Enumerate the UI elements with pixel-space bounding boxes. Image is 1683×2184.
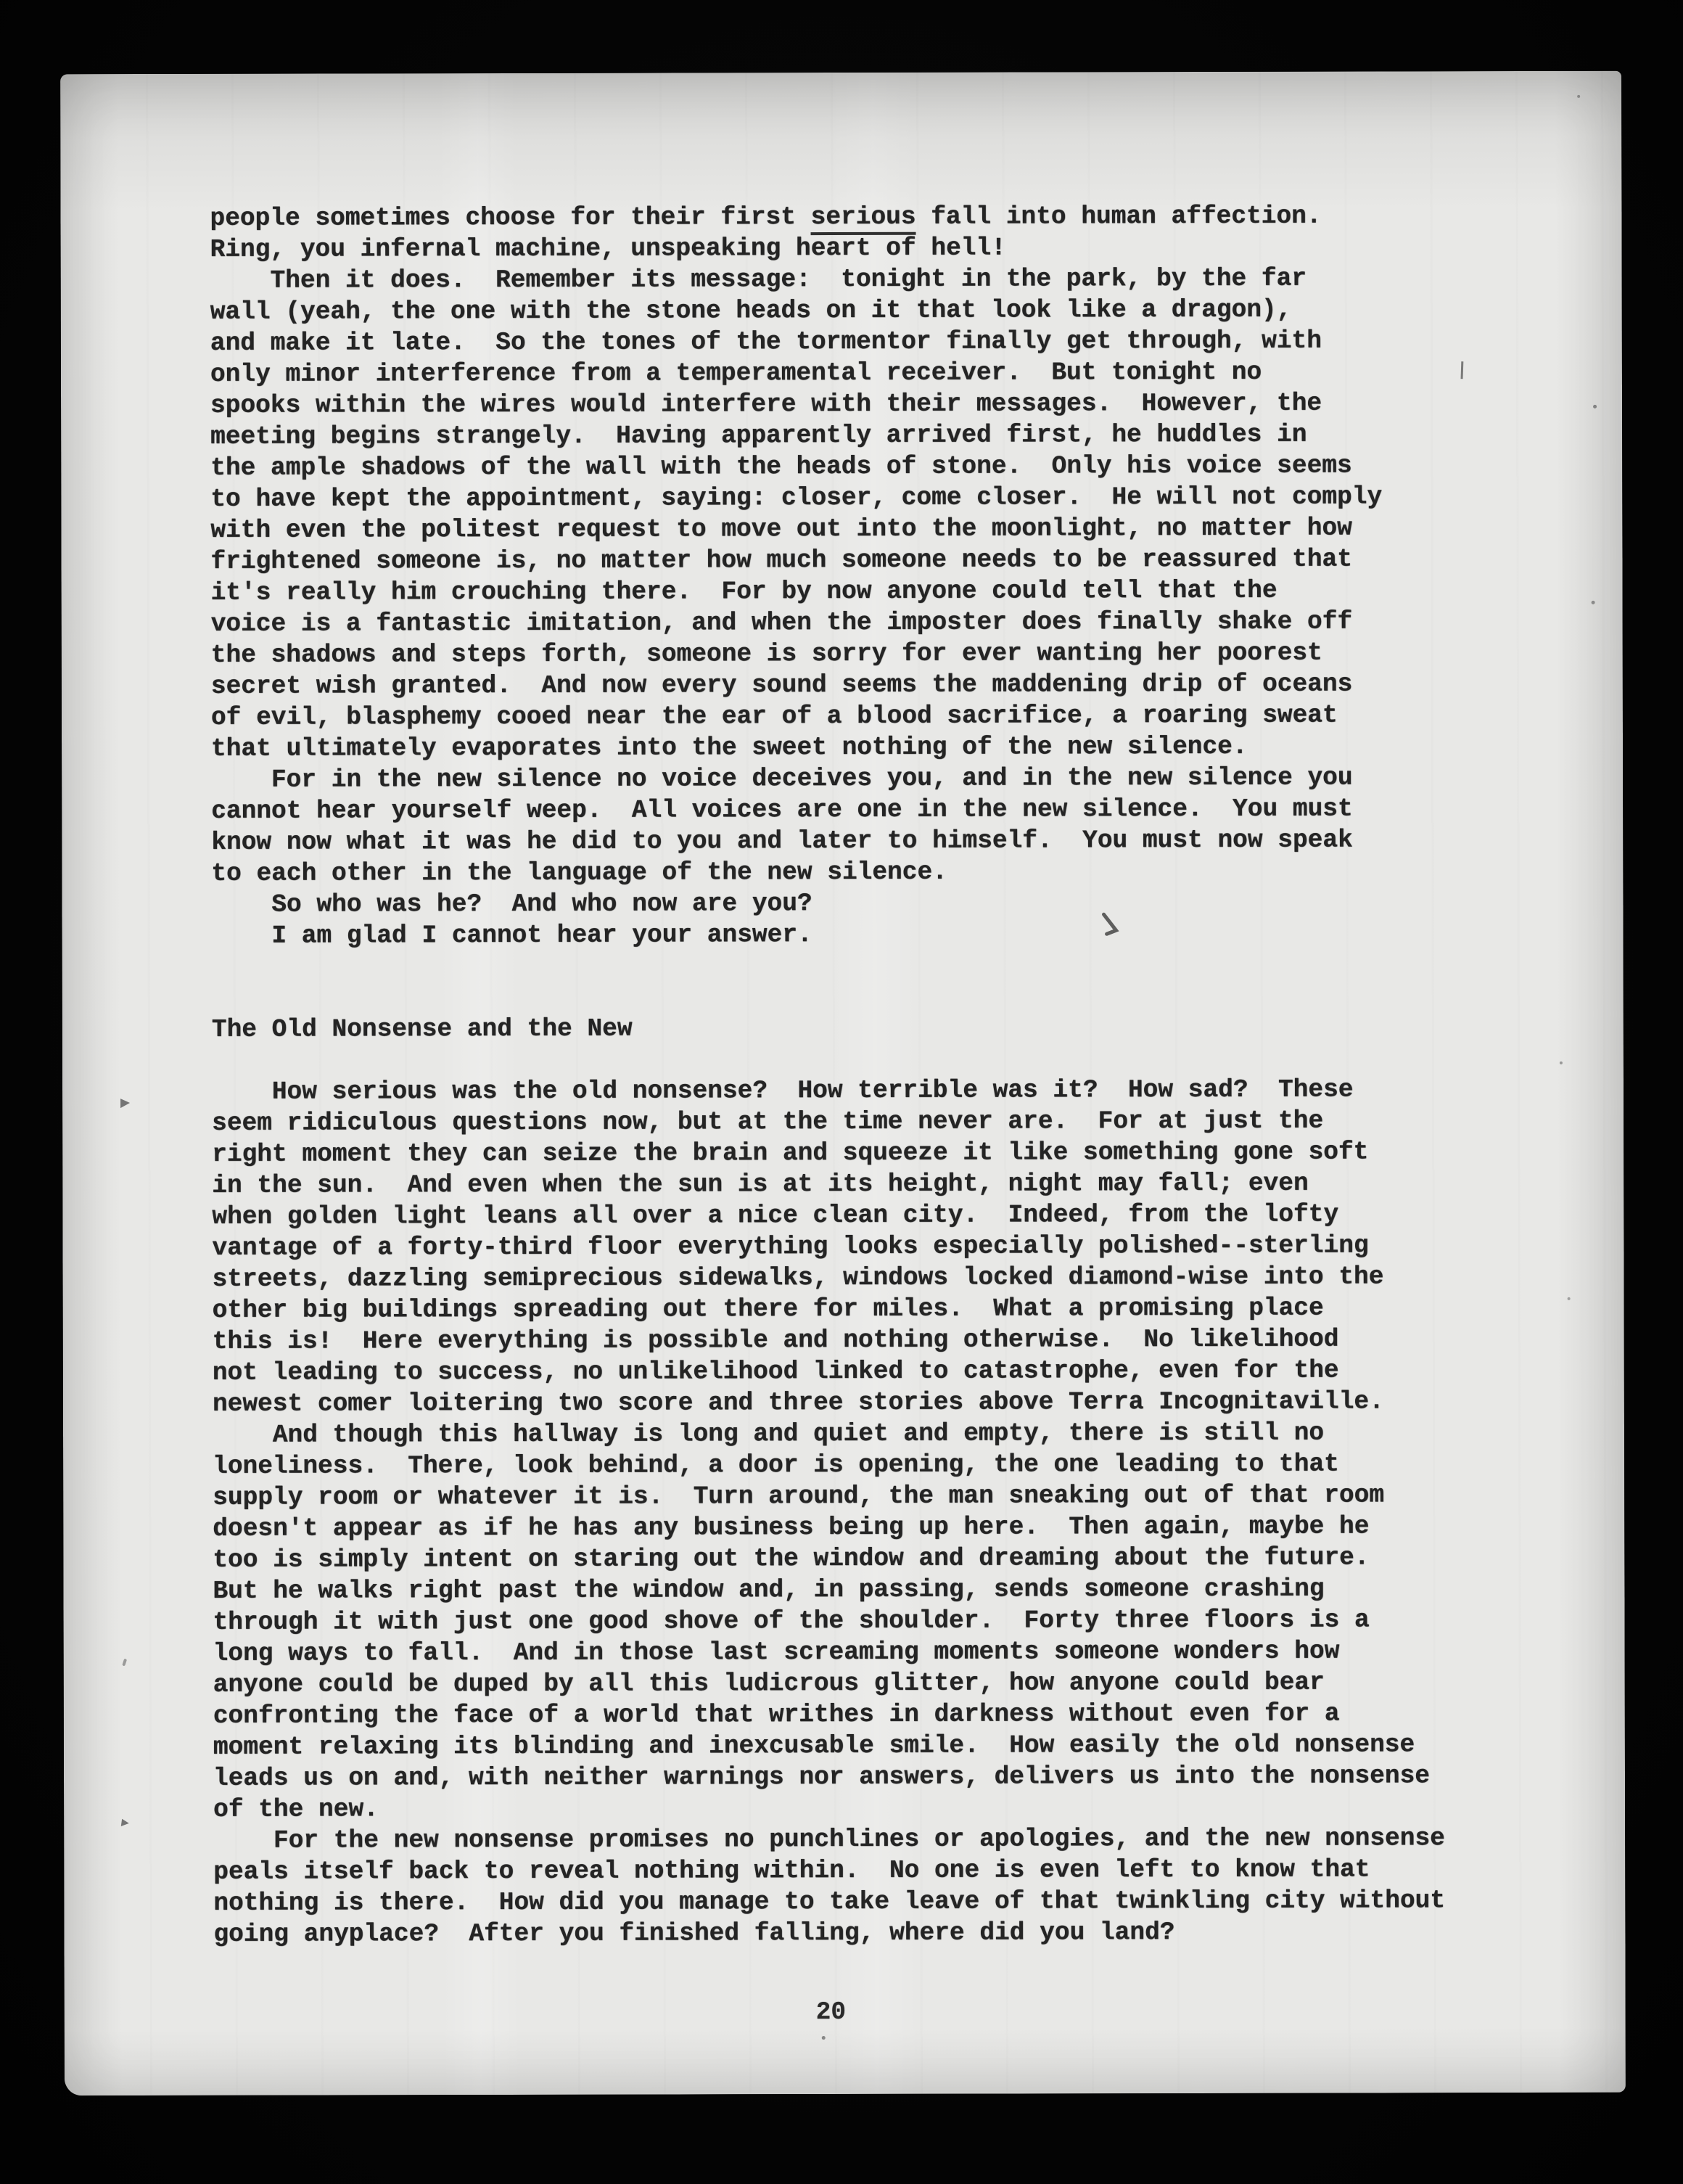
text-line: moment relaxing its blinding and inexcusable smile. How easily the old nonsense (213, 1731, 1415, 1762)
text-line (212, 949, 1444, 983)
text-line: the ample shadows of the wall with the heads of stone. Only his voice seems (210, 451, 1352, 483)
text-line: anyone could be duped by all this ludicrous glitter, how anyone could bear (213, 1668, 1325, 1699)
text-line (210, 200, 1441, 234)
margin-mark-icon (121, 1819, 130, 1828)
text-line: So who was he? And who now are you? (211, 890, 812, 919)
text-line: confronting the face of a world that writhes in darkness without even for a (213, 1699, 1340, 1731)
page-number: 20 (815, 1998, 847, 2027)
stray-comma-mark (122, 1659, 127, 1667)
text-line: vantage of a forty-third floor everything looks especially polished--sterling (212, 1231, 1369, 1263)
text-line: seem ridiculous questions now, but at the time never are. For at just the (212, 1107, 1324, 1138)
text-line: For the new nonsense promises no punchlines or apologies, and the new nonsense (213, 1824, 1445, 1855)
ink-speck (1577, 95, 1580, 98)
text-line (212, 980, 1444, 1014)
ink-speck (1568, 1297, 1571, 1300)
text-line: in the sun. And even when the sun is at its height, night may fall; even (212, 1169, 1309, 1200)
text-line: through it with just one good shove of the shoulder. Forty three floors is a (213, 1606, 1370, 1637)
text-line: frightened someone is, no matter how much someone needs to be reassured that (210, 545, 1352, 576)
text-line: For in the new silence no voice deceives you, and in the new silence you (211, 763, 1353, 795)
ink-speck (1592, 601, 1595, 604)
section-heading: The Old Nonsense and the New (211, 1014, 633, 1044)
stray-tick-mark (1461, 361, 1464, 379)
text-line: meeting begins strangely. Having apparently arrived first, he huddles in (210, 420, 1307, 451)
typed-text-block (210, 200, 1445, 1950)
text-line: that ultimately evaporates into the sweet nothing of the new silence. (210, 732, 1248, 763)
text-line: secret wish granted. And now every sound seems the maddening drip of oceans (210, 670, 1353, 701)
text-line: newest comer loitering two score and three stories above Terra Incognitaville. (212, 1387, 1384, 1419)
text-line: peals itself back to reveal nothing within. No one is even left to know that (213, 1855, 1370, 1887)
underlined-word: serious (811, 203, 916, 235)
ink-speck (1560, 1062, 1563, 1064)
text-line: other big buildings spreading out there for miles. What a promising place (212, 1294, 1324, 1325)
text-line: to have kept the appointment, saying: closer, come closer. He will not comply (210, 483, 1383, 514)
text-line: wall (yeah, the one with the stone heads on it that look like a dragon), (210, 295, 1292, 327)
stray-ink-mark-icon (1101, 912, 1124, 940)
ink-speck (822, 2036, 826, 2040)
text-line: not leading to success, no unlikelihood linked to catastrophe, even for the (212, 1356, 1339, 1387)
text-line: Ring, you infernal machine, unspeaking heart of hell! (210, 234, 1006, 264)
text-line: going anyplace? After you finished falling, where did you land? (213, 1918, 1175, 1949)
text-segment: people sometimes choose for their first (210, 203, 811, 233)
text-line: doesn't appear as if he has any business being up here. Then again, maybe he (213, 1512, 1370, 1543)
text-line: know now what it was he did to you and later to himself. You must now speak (211, 826, 1353, 857)
text-line: with even the politest request to move out into the moonlight, no matter how (210, 514, 1352, 545)
text-line: And though this hallway is long and quiet and empty, there is still no (212, 1419, 1325, 1450)
text-line: supply room or whatever it is. Turn around, the man sneaking out of that room (213, 1481, 1385, 1512)
ink-speck (1593, 405, 1597, 409)
text-line: of evil, blasphemy cooed near the ear of a blood sacrifice, a roaring sweat (210, 701, 1338, 732)
text-line: and make it late. So the tones of the tormentor finally get through, with (210, 327, 1322, 358)
text-line: nothing is there. How did you manage to take leave of that twinkling city without (213, 1887, 1446, 1918)
text-line: when golden light leans all over a nice clean city. Indeed, from the lofty (212, 1200, 1339, 1231)
text-line: loneliness. There, look behind, a door is opening, the one leading to that (213, 1450, 1339, 1481)
text-line: to each other in the language of the new silence. (211, 858, 947, 888)
text-line: But he walks right past the window and, in passing, sends someone crashing (213, 1575, 1325, 1606)
text-line: cannot hear yourself weep. All voices are one in the new silence. You must (211, 795, 1353, 826)
text-line: right moment they can seize the brain and squeeze it like something gone soft (212, 1138, 1369, 1169)
text-line: this is! Here everything is possible and nothing otherwise. No likelihood (212, 1325, 1339, 1356)
text-segment: fall into human affection. (915, 202, 1322, 231)
text-line: only minor interference from a temperamental receiver. But tonight no (210, 358, 1262, 389)
text-line: Then it does. Remember its message: tonight in the park, by the far (210, 264, 1307, 295)
text-line: of the new. (213, 1795, 379, 1824)
text-line: long ways to fall. And in those last screaming moments someone wonders how (213, 1637, 1340, 1668)
text-line: How serious was the old nonsense? How terrible was it? How sad? These (211, 1075, 1354, 1107)
text-line: streets, dazzling semiprecious sidewalks, windows locked diamond-wise into the (212, 1263, 1384, 1294)
text-line: too is simply intent on staring out the window and dreaming about the future. (213, 1543, 1370, 1575)
paper-page (60, 71, 1626, 2096)
margin-mark-icon (120, 1099, 130, 1108)
text-line: voice is a fantastic imitation, and when the imposter does finally shake off (210, 607, 1353, 639)
text-line: it's really him crouching there. For by now anyone could tell that the (210, 576, 1277, 607)
text-line (212, 1043, 1444, 1077)
text-line: the shadows and steps forth, someone is sorry for ever wanting her poorest (210, 639, 1322, 670)
text-line: spooks within the wires would interfere with their messages. However, the (210, 389, 1322, 420)
text-line: leads us on and, with neither warnings nor answers, delivers us into the nonsense (213, 1762, 1431, 1793)
text-line: I am glad I cannot hear your answer. (211, 921, 812, 951)
